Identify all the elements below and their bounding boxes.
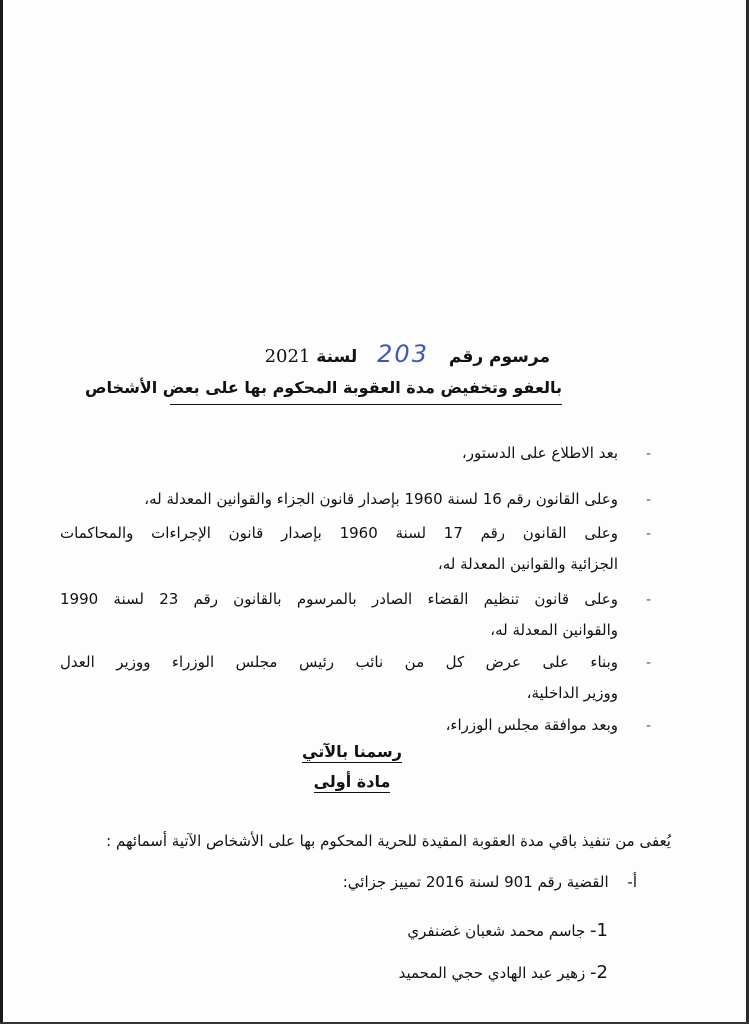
recital-dash: - <box>646 446 652 462</box>
decreed-heading-text: رسمنا بالآتي <box>302 742 402 761</box>
case-item <box>343 873 637 891</box>
person-name: جاسم محمد شعبان غضنفري <box>407 922 586 940</box>
recital-dash: - <box>646 718 652 734</box>
decree-title-prefix: مرسوم رقم <box>448 347 550 367</box>
person-item <box>407 920 608 941</box>
person-name: زهير عبد الهادي حجي المحميد <box>398 964 586 982</box>
recital-5-cont: ووزير الداخلية، <box>526 684 618 702</box>
article-heading <box>252 772 452 791</box>
decree-year: 2021 <box>264 346 311 367</box>
recital-3-cont: الجزائية والقوانين المعدلة له، <box>437 555 618 573</box>
case-marker: أ- <box>627 873 637 891</box>
decree-title <box>200 340 550 370</box>
person-item <box>399 962 608 983</box>
recital-3: وعلى القانون رقم 17 لسنة 1960 بإصدار قانون الإجراءات والمحاكمات <box>60 524 618 542</box>
article-text: يُعفى من تنفيذ باقي مدة العقوبة المقيدة للحرية المحكوم بها على الأشخاص الآتية أسمائهم : <box>106 832 671 850</box>
recital-1: بعد الاطلاع على الدستور، <box>461 444 618 462</box>
recital-dash: - <box>646 526 652 542</box>
person-number: 2- <box>590 962 608 983</box>
person-number: 1- <box>590 920 608 941</box>
recital-dash: - <box>646 492 652 508</box>
article-heading-text: مادة أولى <box>313 772 391 791</box>
recital-dash: - <box>646 592 652 608</box>
recital-4: وعلى قانون تنظيم القضاء الصادر بالمرسوم بالقانون رقم 23 لسنة 1990 <box>60 590 618 608</box>
recital-dash: - <box>646 655 652 671</box>
decree-year-label: لسنة <box>316 347 358 367</box>
decree-subtitle: بالعفو وتخفيض مدة العقوبة المحكوم بها على بعض الأشخاص <box>170 378 562 405</box>
scan-edge-left <box>0 0 3 1024</box>
decree-number-handwritten: 203 <box>377 340 429 368</box>
decreed-heading <box>252 742 452 761</box>
recital-5: وبناء على عرض كل من نائب رئيس مجلس الوزراء ووزير العدل <box>60 653 618 671</box>
case-text: القضية رقم 901 لسنة 2016 تمييز جزائي: <box>342 873 609 891</box>
recital-6: وبعد موافقة مجلس الوزراء، <box>445 716 618 734</box>
recital-4-cont: والقوانين المعدلة له، <box>490 621 618 639</box>
recital-2: وعلى القانون رقم 16 لسنة 1960 بإصدار قانون الجزاء والقوانين المعدلة له، <box>144 490 618 508</box>
